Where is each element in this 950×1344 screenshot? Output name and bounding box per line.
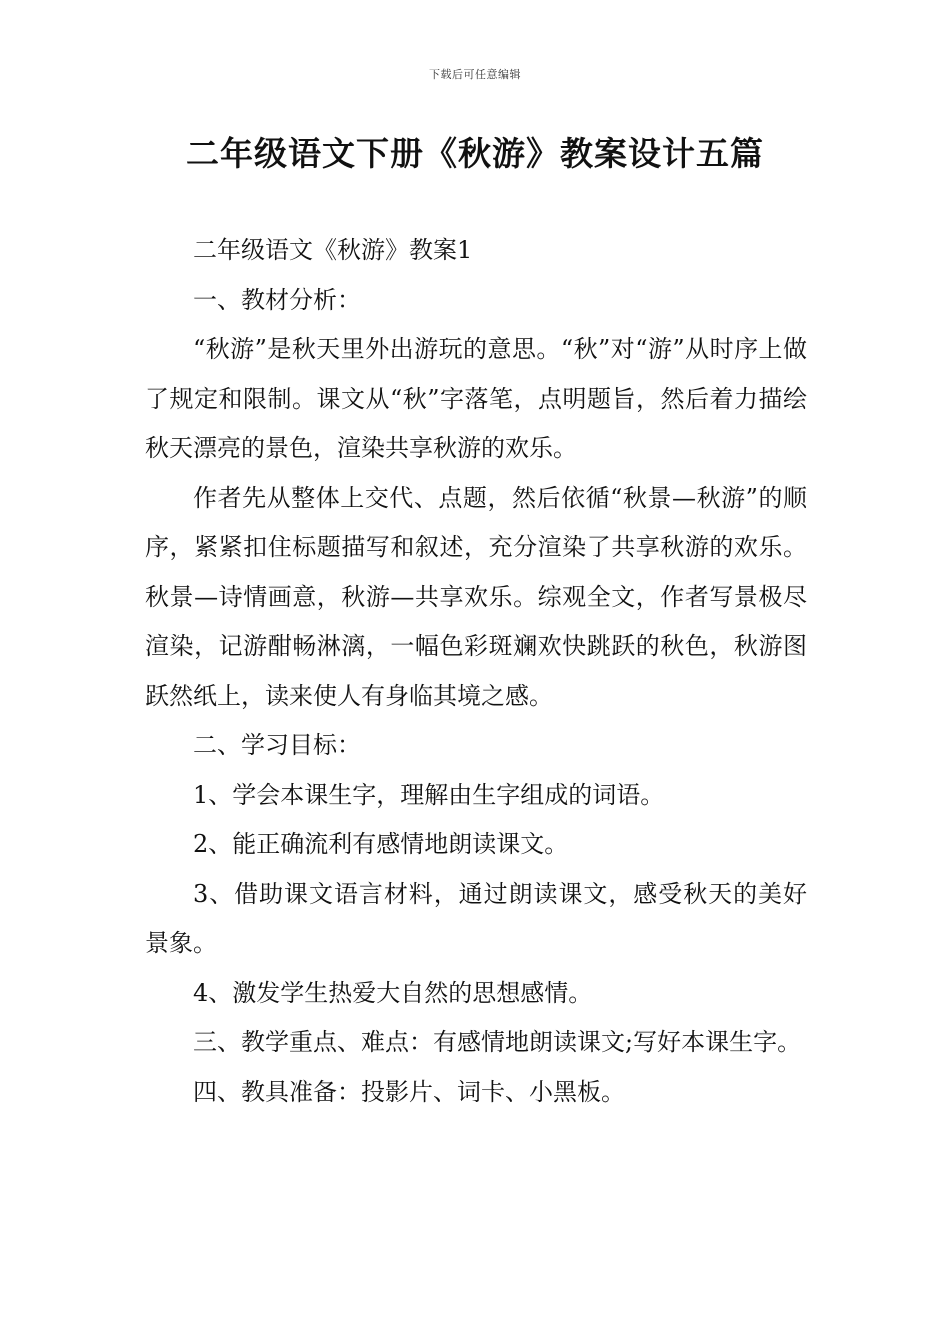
goal-item-3: 3、借助课文语言材料，通过朗读课文，感受秋天的美好景象。 (145, 879, 807, 957)
paragraph-analysis-1: “秋游”是秋天里外出游玩的意思。“秋”对“游”从时序上做了规定和限制。课文从“秋”字落笔，点明题旨，然后着力描绘秋天漂亮的景色，渲染共享秋游的欢乐。 (145, 335, 807, 462)
goal-item-4: 4、激发学生热爱大自然的思想感情。 (193, 978, 593, 1007)
goal-item-1: 1、学会本课生字，理解由生字组成的词语。 (193, 780, 665, 809)
goal-item-2: 2、能正确流利有感情地朗读课文。 (193, 830, 569, 858)
section-heading-analysis: 一、教材分析： (193, 285, 361, 314)
paragraph-analysis-2: 作者先从整体上交代、点题，然后依循“秋景—秋游”的顺序，紧紧扣住标题描写和叙述，充分渲染了共享秋游的欢乐。秋景—诗情画意，秋游—共享欢乐。综观全文，作者写景极尽渲染，记游酣畅淋漓，一幅色彩斑斓欢快跳跃的秋色，秋游图跃然纸上，读来使人有身临其境之感。 (145, 483, 807, 710)
page-title: 二年级语文下册《秋游》教案设计五篇 (186, 134, 764, 173)
document-body (145, 226, 807, 1117)
section-heading-materials: 四、教具准备：投影片、词卡、小黑板。 (193, 1077, 625, 1106)
lesson-heading: 二年级语文《秋游》教案1 (193, 236, 473, 264)
header-note: 下载后可任意编辑 (429, 68, 521, 81)
section-heading-goals: 二、学习目标： (193, 731, 361, 759)
section-heading-key-points: 三、教学重点、难点：有感情地朗读课文;写好本课生字。 (193, 1028, 802, 1056)
